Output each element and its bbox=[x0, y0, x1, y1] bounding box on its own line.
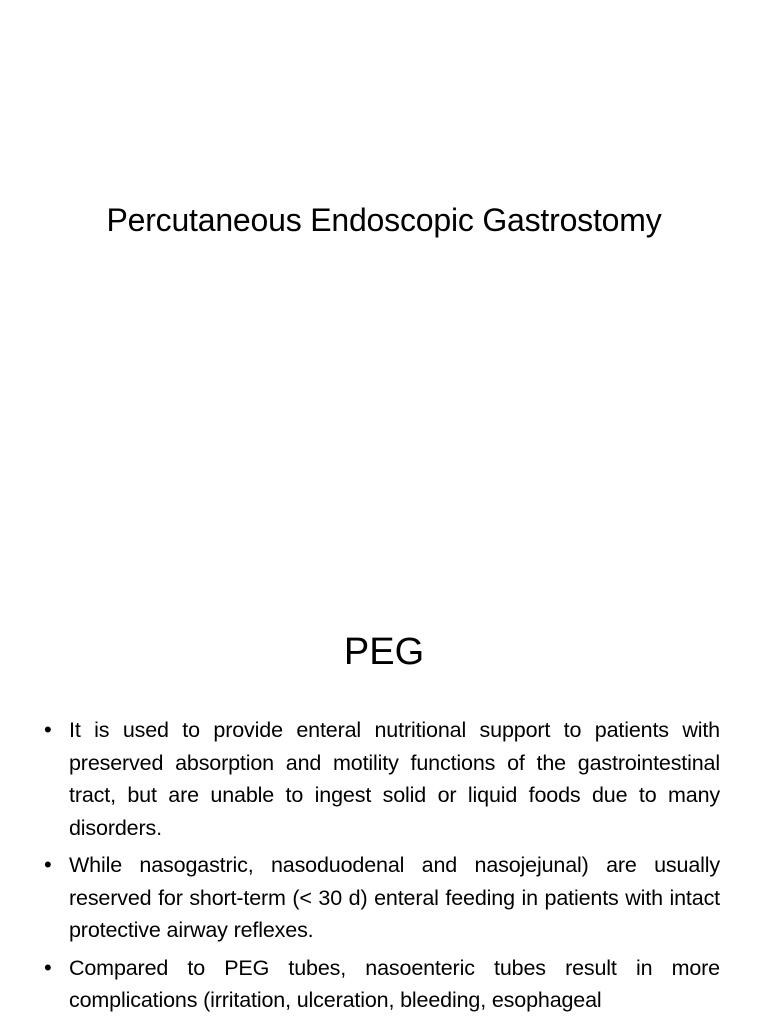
bullet-dot-icon: • bbox=[44, 717, 52, 742]
bullet-item bbox=[44, 952, 720, 1017]
bullet-text: It is used to provide enteral nutritional support to patients with preserved absorption and motility functions of the gastrointestinal tract, but are unable to ingest solid or liquid foods due to many disorders. bbox=[69, 718, 720, 840]
bullet-dot-icon: • bbox=[44, 852, 52, 877]
slide-heading: PEG bbox=[343, 631, 425, 673]
bullet-text: Compared to PEG tubes, nasoenteric tubes result in more complications (irritation, ulceration, bleeding, esophageal bbox=[69, 955, 720, 1012]
slide-2 bbox=[0, 576, 768, 1024]
bullet-item bbox=[44, 849, 720, 947]
bullet-list bbox=[44, 714, 720, 1022]
bullet-text: While nasogastric, nasoduodenal and nasojejunal) are usually reserved for short-term (< 30 d) enteral feeding in patients with intact protective airway reflexes. bbox=[69, 853, 720, 942]
bullet-dot-icon: • bbox=[44, 954, 52, 980]
bullet-item bbox=[44, 714, 720, 844]
slide-title: Percutaneous Endoscopic Gastrostomy bbox=[106, 202, 662, 238]
